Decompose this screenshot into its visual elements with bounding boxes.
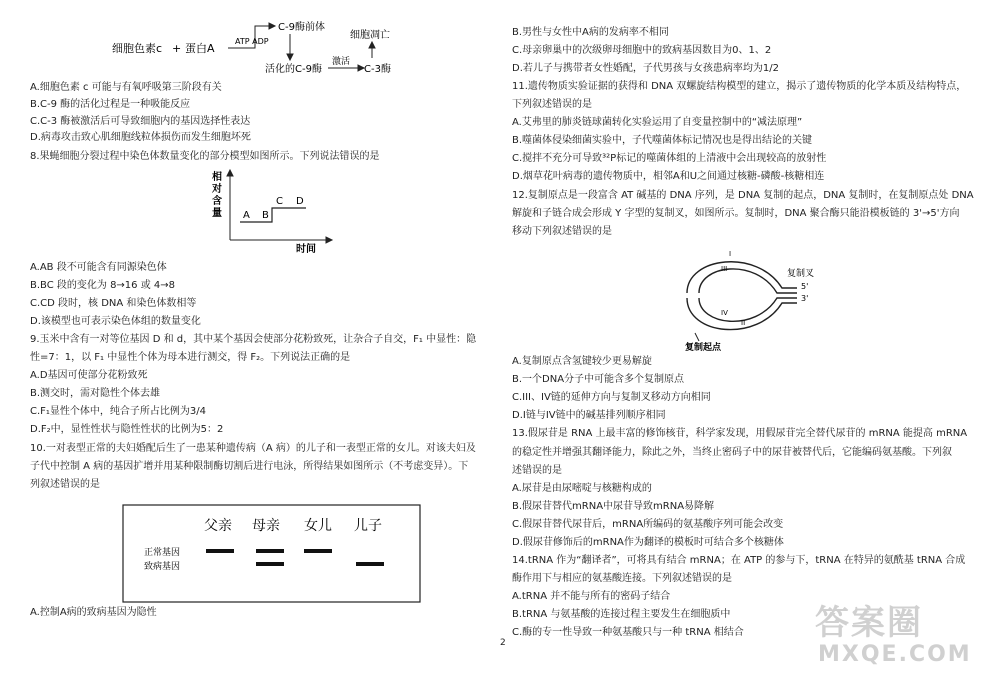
q12-stem-3: 移动下列叙述错误的是 [512, 226, 612, 237]
q13-stem-3: 述错误的是 [512, 465, 562, 476]
q7-atp: ATP ADP [235, 37, 269, 46]
q14-stem-1: 14.tRNA 作为“翻译者”，可将具有结合 mRNA；在 ATP 的参与下，tRNA 在特异的氨酰基 tRNA 合成 [512, 555, 966, 566]
q12-fork-label: 复制叉 [787, 269, 815, 279]
q13-stem-1: 13.假尿苷是 RNA 上最丰富的修饰核苷，科学家发现，用假尿苷完全替代尿苷的 mRNA 能提高 mRNA [512, 428, 968, 439]
q8-point-a: A [243, 210, 250, 221]
q8-point-d: D [296, 196, 304, 207]
q10-gel-figure [122, 504, 422, 604]
q14-stem-2: 酶作用下与相应的氨基酸连接。下列叙述错误的是 [512, 573, 732, 584]
q8-ylabel-3: 含 [212, 196, 222, 207]
q14-option-b: B.tRNA 与氨基酸的连接过程主要发生在细胞质中 [512, 609, 731, 620]
q13-option-c: C.假尿苷替代尿苷后，mRNA所编码的氨基酸序列可能会改变 [512, 519, 784, 530]
q10-band-mother-disease [256, 562, 284, 566]
q7-option-c: C.C-3 酶被激活后可导致细胞内的基因选择性表达 [30, 116, 251, 127]
q14-option-c: C.酶的专一性导致一种氨基酸只与一种 tRNA 相结合 [512, 627, 744, 638]
q12-option-c: C.III、IV链的延伸方向与复制叉移动方向相同 [512, 392, 711, 403]
q8-option-d: D.该模型也可表示染色体组的数量变化 [30, 316, 201, 327]
q12-replication-fork-diagram [677, 243, 867, 353]
q12-stem-1: 12.复制原点是一段富含 AT 碱基的 DNA 序列，是 DNA 复制的起点，DNA 复制时，在复制原点处 DNA [512, 190, 974, 201]
q10-band-mother-normal [256, 549, 284, 553]
watermark-logo: 答案圈 [815, 603, 923, 643]
q10-row-disease: 致病基因 [144, 562, 181, 572]
q8-option-a: A.AB 段不可能含有同源染色体 [30, 262, 167, 273]
q9-option-d: D.F₂中，显性性状与隐性性状的比例为5：2 [30, 424, 224, 435]
q11-option-a: A.艾弗里的肺炎链球菌转化实验运用了自变量控制中的“减法原理” [512, 117, 803, 128]
q12-strand-ii: II [741, 319, 746, 327]
q11-stem-1: 11.遗传物质实验证据的获得和 DNA 双螺旋结构模型的建立，揭示了遗传物质的化学本质及结构特点， [512, 81, 967, 92]
q8-ylabel-2: 对 [212, 184, 222, 195]
q10-row-normal: 正常基因 [144, 548, 181, 558]
q7-option-d: D.病毒攻击致心肌细胞线粒体损伤而发生细胞坏死 [30, 132, 251, 143]
q12-option-d: D.I链与IV链中的碱基排列顺序相同 [512, 410, 666, 421]
q9-stem-1: 9.玉米中含有一对等位基因 D 和 d，其中某个基因会使部分花粉致死，让杂合子自交，F₁ 中显性：隐 [30, 334, 477, 345]
q10-stem-1: 10.一对表型正常的夫妇婚配后生了一患某种遗传病（A 病）的儿子和一表型正常的女儿。对该夫妇及 [30, 443, 476, 454]
q7-protein: 蛋白A [185, 42, 215, 55]
q7-apoptosis: 细胞凋亡 [350, 30, 390, 41]
q10-option-c: C.母亲卵巢中的次级卵母细胞中的致病基因数目为0、1、2 [512, 45, 772, 56]
q10-stem-2: 子代中控制 A 病的基因扩增并用某种限制酶切割后进行电泳，所得结果如图所示（不考虑变异）。下 [30, 461, 469, 472]
q7-c9pre: C-9酶前体 [278, 22, 325, 33]
q7-activated: 活化的C-9酶 [265, 64, 322, 75]
q12-strand-iv: IV [721, 309, 728, 317]
page-number: 2 [500, 638, 506, 648]
q9-option-b: B.测交时，需对隐性个体去雄 [30, 388, 161, 399]
q12-option-a: A.复制原点含氢键较少更易解旋 [512, 356, 652, 367]
q10-band-son-disease [356, 562, 384, 566]
q12-strand-iii: III [721, 265, 728, 273]
q8-option-b: B.BC 段的变化为 8→16 或 4→8 [30, 280, 175, 291]
q11-option-c: C.搅拌不充分可导致³²P标记的噬菌体组的上清液中会出现较高的放射性 [512, 153, 827, 164]
q10-col-mother: 母亲 [252, 518, 280, 534]
q12-3prime: 3' [801, 294, 809, 303]
q7-option-b: B.C-9 酶的活化过程是一种吸能反应 [30, 99, 191, 110]
q10-band-father-normal [206, 549, 234, 553]
q8-ylabel-1: 相 [212, 172, 222, 183]
q8-graph [210, 166, 350, 256]
q8-point-c: C [276, 196, 283, 207]
q9-option-c: C.F₁显性个体中，纯合子所占比例为3/4 [30, 406, 207, 417]
q10-stem-3: 列叙述错误的是 [30, 479, 100, 490]
q10-col-father: 父亲 [204, 518, 232, 534]
q8-ylabel-4: 量 [212, 208, 222, 219]
q8-point-b: B [262, 210, 269, 221]
q8-xlabel: 时间 [296, 244, 316, 255]
q10-col-son: 儿子 [354, 518, 382, 534]
q12-origin-label: 复制起点 [685, 343, 722, 353]
q8-stem: 8.果蝇细胞分裂过程中染色体数量变化的部分模型如图所示。下列说法错误的是 [30, 151, 380, 162]
q13-stem-2: 的稳定性并增强其翻译能力，除此之外，当终止密码子中的尿苷被替代后，它能编码氨基酸。下列叙 [512, 447, 952, 458]
q12-stem-2: 解旋和子链合成会形成 Y 字型的复制叉，如图所示。复制时，DNA 聚合酶只能沿模板链的 3'→5'方向 [512, 208, 960, 219]
q10-option-a: A.控制A病的致病基因为隐性 [30, 607, 157, 618]
q7-option-a: A.细胞色素 c 可能与有氧呼吸第三阶段有关 [30, 82, 222, 93]
q7-pathway-diagram [110, 8, 450, 88]
q7-activate: 激活 [332, 57, 351, 67]
q10-option-d: D.若儿子与携带者女性婚配，子代男孩与女孩患病率均为1/2 [512, 63, 779, 74]
q10-band-daughter-normal [304, 549, 332, 553]
q13-option-d: D.假尿苷修饰后的mRNA作为翻译的模板时可结合多个核糖体 [512, 537, 784, 548]
q7-c3: C-3酶 [364, 64, 391, 75]
q11-option-b: B.噬菌体侵染细菌实验中，子代噬菌体标记情况也是得出结论的关键 [512, 135, 813, 146]
q12-strand-i: I [729, 250, 732, 258]
q13-option-a: A.尿苷是由尿嘧啶与核糖构成的 [512, 483, 652, 494]
q7-plus: + [172, 42, 182, 55]
q10-col-daughter: 女儿 [304, 518, 332, 534]
q9-stem-2: 性=7：1，以 F₁ 中显性个体为母本进行测交，得 F₂。下列说法正确的是 [30, 352, 351, 363]
q9-option-a: A.D基因可使部分花粉致死 [30, 370, 148, 381]
q8-option-c: C.CD 段时，核 DNA 和染色体数相等 [30, 298, 197, 309]
q11-stem-2: 下列叙述错误的是 [512, 99, 592, 110]
q12-option-b: B.一个DNA分子中可能含多个复制原点 [512, 374, 685, 385]
q14-option-a: A.tRNA 并不能与所有的密码子结合 [512, 591, 671, 602]
q12-5prime: 5' [801, 282, 809, 291]
q7-cyt: 细胞色素c [112, 42, 163, 55]
q11-option-d: D.烟草花叶病毒的遗传物质中，相邻A和U之间通过核糖-磷酸-核糖相连 [512, 171, 825, 182]
q10-option-b: B.男性与女性中A病的发病率不相同 [512, 27, 669, 38]
q13-option-b: B.假尿苷替代mRNA中尿苷导致mRNA易降解 [512, 501, 715, 512]
watermark-url: MXQE.COM [818, 642, 972, 667]
